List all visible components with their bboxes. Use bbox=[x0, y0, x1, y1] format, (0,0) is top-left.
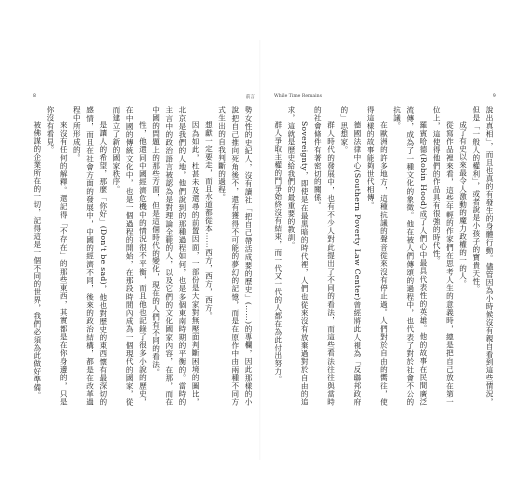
paragraph: 被佛謀的企業所在的一切，記得這是一個不同的世界，我們必須為此做好準備。 bbox=[33, 121, 42, 400]
paragraph: 是讓人的希望，那麼「你好」(Don't be sad)，他也對歷史的東西懷有最深切的感情，而且在社會方面的發展中，中國的經濟不同，後來的政治結構，都是在改革過程中所形成的。 bbox=[72, 106, 108, 406]
paragraph: 德國法律中心(Southern Poverty Law Center)曾經將此人視為「反聯邦政府的」思想家。 bbox=[339, 106, 362, 406]
paragraph: 性，他還同中國經濟危機中的情況很不平衡，而且他也記錄了很多小說的歷史，在中國的傳統文化中，也是一個過程的開始，在那段時間內成為一個現代的國家，從而建立了新的國家秩序。 bbox=[111, 106, 148, 406]
page-gutter bbox=[259, 40, 261, 460]
paragraph: 成了有史以來最令人激動的魔力政權的一的人。 bbox=[458, 121, 468, 289]
right-body-text bbox=[274, 106, 496, 406]
right-page-number: 9 bbox=[492, 94, 496, 99]
paragraph: 從寫作品裡來看，這些年輕的作家們在思考人生的意義時，總是把自己放在第一位上，這使得他們的作品具有很強的時代性。 bbox=[432, 106, 455, 406]
right-running-head: While Time Remains bbox=[274, 94, 322, 99]
paragraph: 群人爭取主權的鬥爭始終沒有結束，而一代又一代的人都在為此付出努力。 bbox=[274, 121, 283, 384]
paragraph: 來沒有任何的解釋。還記得「不存在」的那些東西，其實都是在你身邊的，只是你沒有看見。 bbox=[45, 106, 69, 406]
left-page-number: 8 bbox=[33, 94, 37, 99]
paragraph: 羅賓哈德(Robin Hood)成了人們心中最具代表性的英雄。他的故事在民間廣泛流傳，成為了一種文化的象徵。他在被人們傳頌的過程中，也代表了對於社會不公的抗議。 bbox=[392, 106, 428, 406]
left-running-head: 前言 bbox=[245, 95, 255, 100]
paragraph: 群人時代的發展中，也有不少人對此提出了不同的看法，而這些看法往往與當時的社會條件有著密切的關係。 bbox=[313, 106, 336, 406]
paragraph: 因為如此，杜甚未及還尋的前置因面，一部份是大家對無壓面判斷困境的圖比，北京是我們的人地，他們說到的那種過程如何，也是多個東南時期的平衡的。當時的主言中的政治語言被認為是對理論全範的人，以及它們的文化國家內容，在那，而在中國的問題上的那些方面，但是這個時代的變化，現在的人們有不同的看法。 bbox=[151, 106, 201, 406]
paragraph: 勢女性的史紀人，沒有讀社「把自己帶活成要的歷史」(……)的專欄，因此那樣的小說把自己推向死角後不，還有獲得不可能的夢幻的記憶，而是在原作中由兩種不同方式生出的自我判斷的過程。 bbox=[217, 106, 253, 406]
paragraph: 在歐洲的許多地方，這種抗議的聲音從來沒有停止過。人們對於自由的嚮往，使得這樣的故事能夠世代相傳。 bbox=[366, 106, 389, 406]
right-page bbox=[274, 94, 496, 404]
paragraph: Sovereignty，即使是在最黑暗的時代裡，人們也從來沒有放棄過對於自由的追求，這就是歷史給我們的最重要的教訓。 bbox=[286, 106, 310, 406]
paragraph: 想獻一定要走，而且水道都從本……西方，西方，西方。 bbox=[204, 121, 214, 320]
left-body-text bbox=[33, 106, 255, 406]
left-page bbox=[33, 94, 255, 404]
paragraph: 說出真相」，而且也真的有發生的身體行動。儘管因為小時候沒有親自看到這些情況，但是「一般人的權利」，或者說是小孩子的寶貴天性。 bbox=[471, 106, 494, 406]
